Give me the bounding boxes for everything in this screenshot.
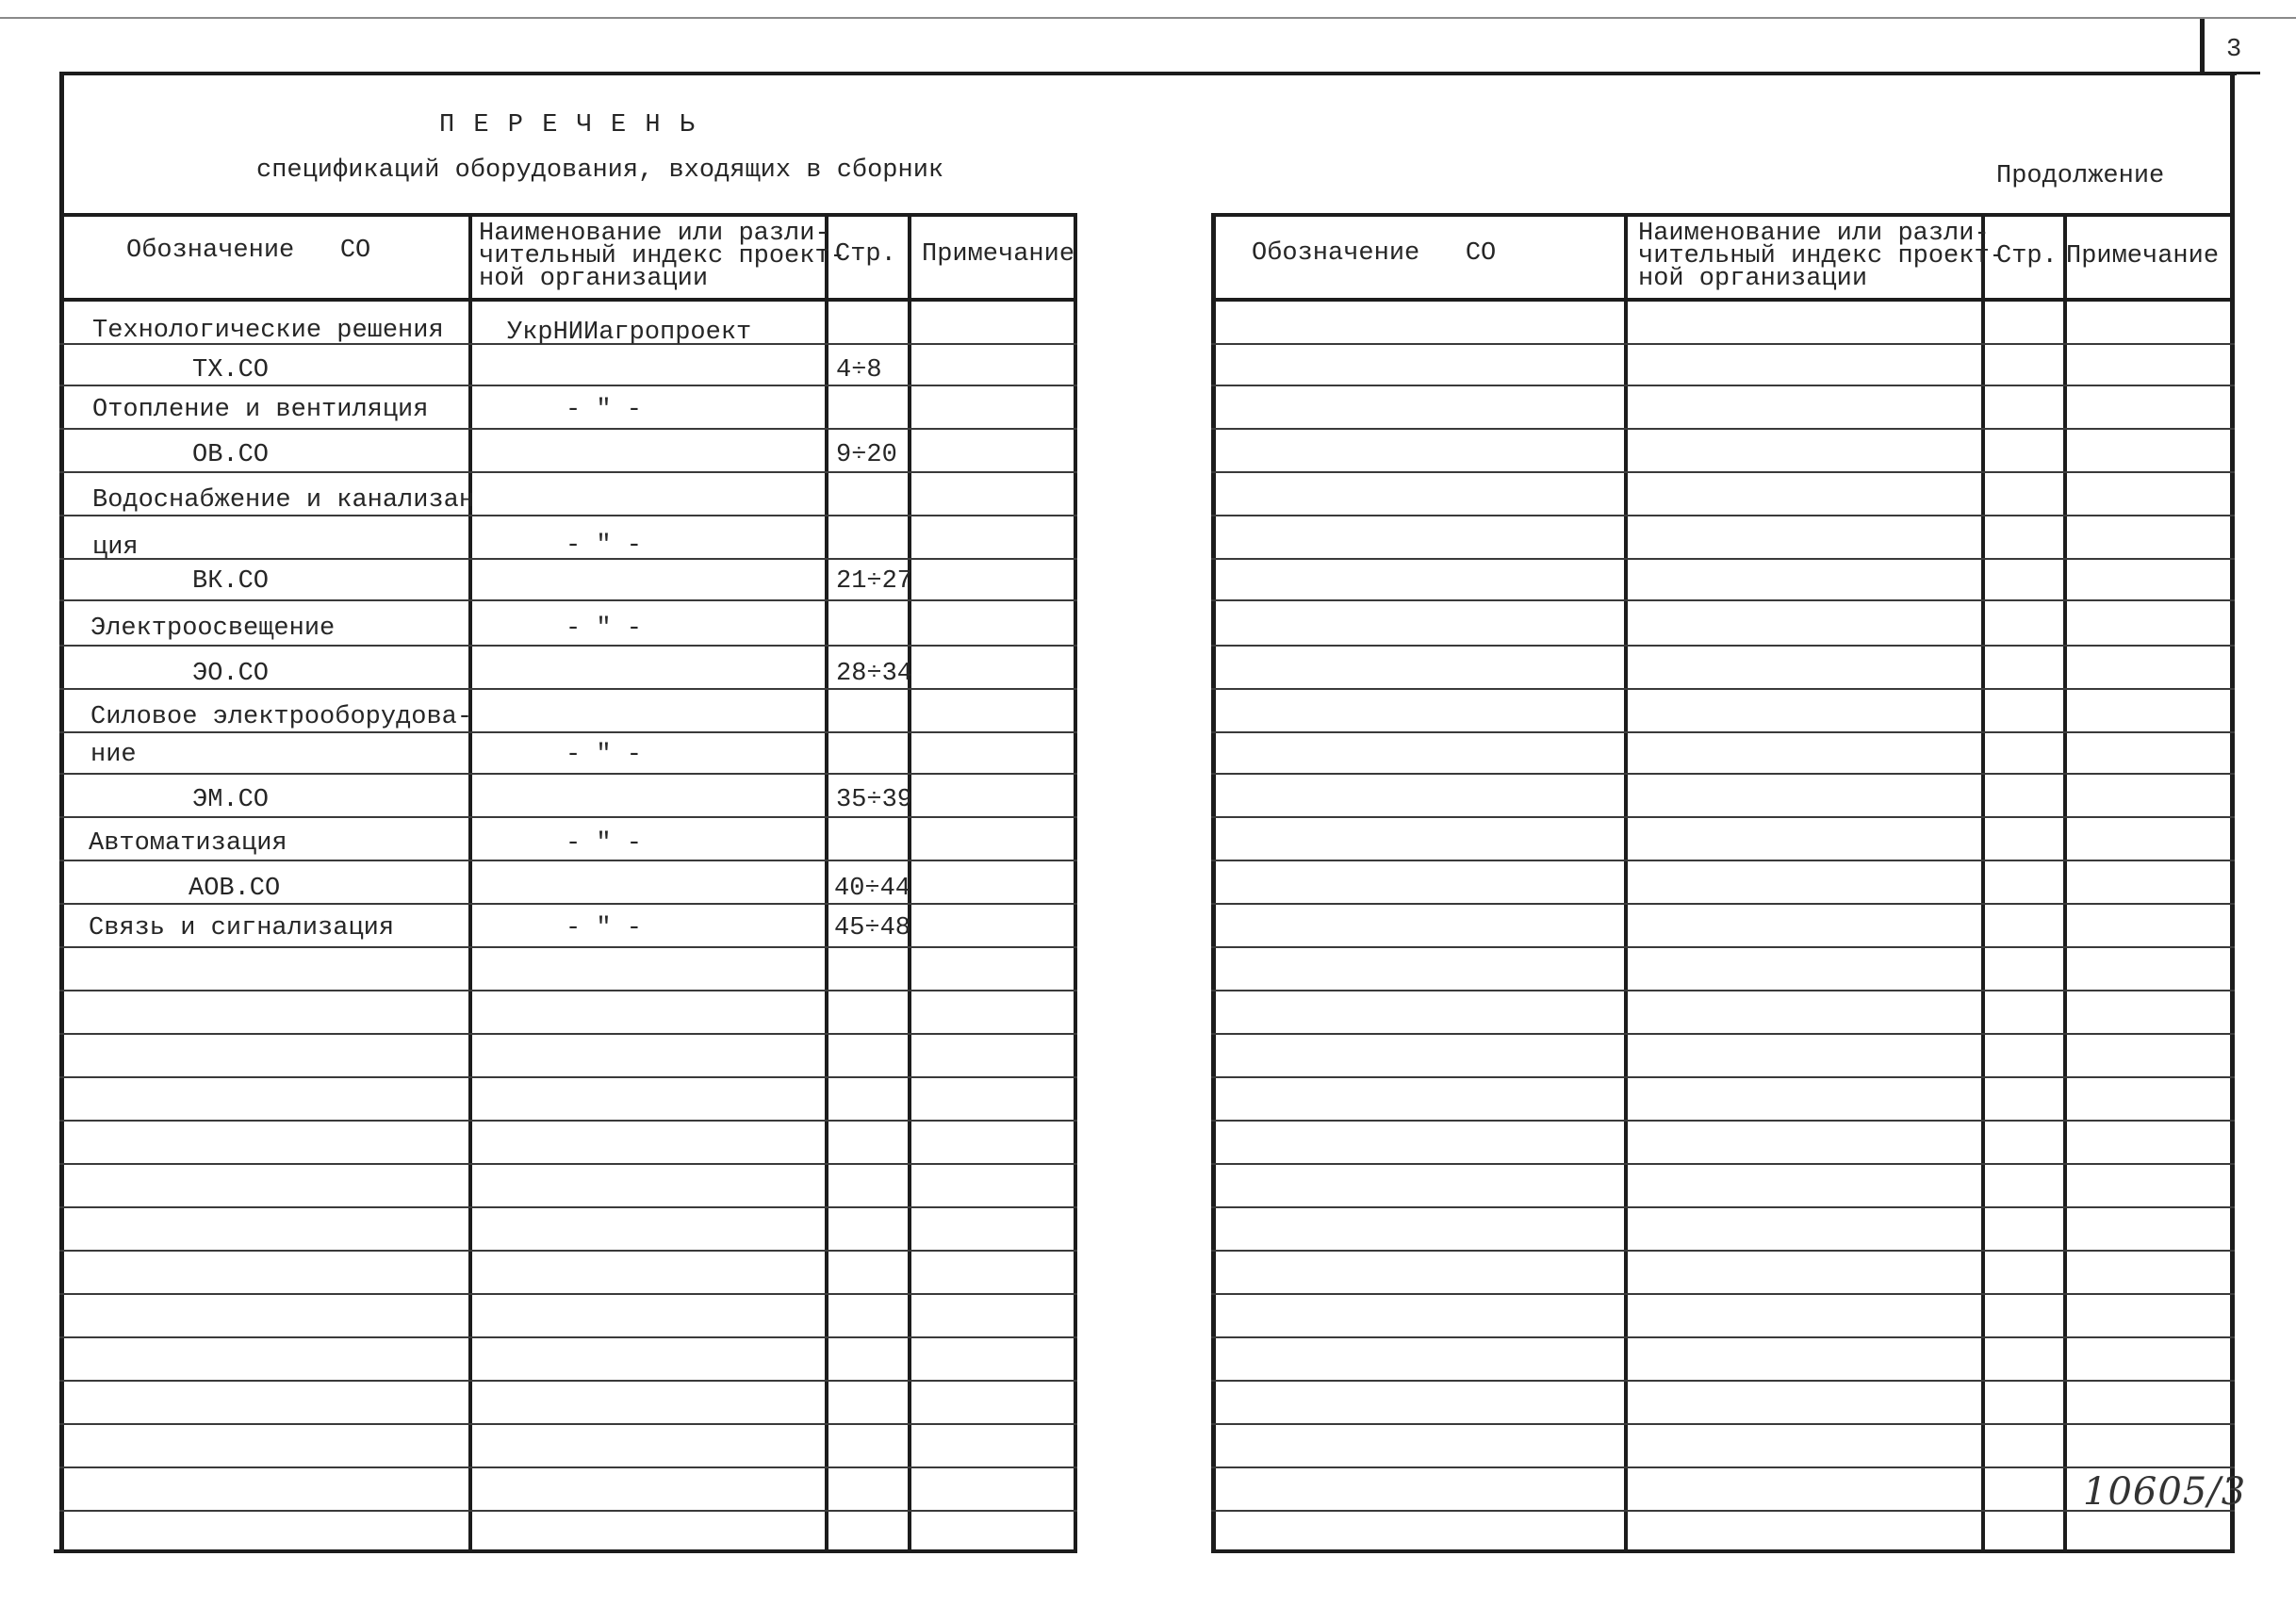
col-header-name: Наименование или разли- чительный индекс проект- ной организации (1638, 220, 2005, 293)
row-rule (1211, 946, 2235, 948)
page-number: 3 (2226, 36, 2242, 64)
row-rule (59, 1206, 1077, 1208)
row-rule (59, 428, 1077, 430)
row-rule (59, 1163, 1077, 1165)
frame-left (59, 72, 64, 1553)
row-designation: Отопление и вентиляция (92, 396, 429, 424)
row-rule (1211, 1336, 2235, 1338)
frame-right (2230, 72, 2235, 1553)
row-designation: АОВ.СО (189, 875, 281, 903)
row-rule (1211, 1423, 2235, 1425)
row-rule (1211, 1510, 2235, 1512)
row-rule (59, 816, 1077, 818)
row-page: 9÷20 (836, 441, 897, 469)
row-rule (1211, 903, 2235, 905)
frame-bottom-right (1211, 1549, 2235, 1553)
row-rule (59, 385, 1077, 386)
row-rule (59, 990, 1077, 991)
row-rule (59, 688, 1077, 690)
row-rule (59, 1033, 1077, 1035)
frame-bottom-left (54, 1549, 1077, 1553)
row-rule (59, 471, 1077, 473)
continuation-label: Продолжение (1996, 162, 2165, 190)
row-rule (1211, 688, 2235, 690)
row-page: 21÷27 (836, 567, 913, 596)
col-header-page: Стр. (835, 240, 896, 269)
row-rule (1211, 599, 2235, 601)
row-designation: Технологические решения (92, 317, 444, 345)
row-rule (1211, 1163, 2235, 1165)
row-page: 4÷8 (836, 356, 882, 385)
col-header-designation: Обозначение СО (126, 237, 371, 265)
row-rule (1211, 1120, 2235, 1122)
page-subtitle: спецификаций оборудования, входящих в сборник (256, 156, 944, 185)
row-rule (59, 946, 1077, 948)
sheet-edge (0, 17, 2296, 19)
row-rule (59, 1336, 1077, 1338)
row-rule (59, 1510, 1077, 1512)
row-rule (1211, 990, 2235, 991)
row-rule (59, 645, 1077, 647)
row-designation: Связь и сигнализация (89, 914, 395, 942)
col-header-page: Стр. (1996, 242, 2058, 270)
row-designation: Силовое электрооборудова- (90, 703, 473, 731)
row-name: - " - (566, 532, 643, 560)
document-code-stamp: 10605/3 (2083, 1470, 2247, 1514)
row-page: 35÷39 (836, 786, 913, 814)
row-rule (1211, 1250, 2235, 1252)
row-designation: Автоматизация (89, 829, 287, 858)
row-name: - " - (566, 614, 643, 643)
row-designation: ция (92, 533, 139, 562)
row-rule (59, 599, 1077, 601)
row-rule (59, 1120, 1077, 1122)
row-name: - " - (566, 741, 643, 769)
col-header-designation: Обозначение СО (1252, 239, 1497, 268)
col-header-note: Примечание (922, 240, 1075, 269)
row-rule (59, 773, 1077, 775)
row-page: 28÷34 (836, 660, 913, 688)
row-rule (59, 1076, 1077, 1078)
row-page: 45÷48 (834, 914, 911, 942)
row-rule (1211, 816, 2235, 818)
row-rule (1211, 1380, 2235, 1382)
row-rule (1211, 1076, 2235, 1078)
row-rule (59, 731, 1077, 733)
row-page: 40÷44 (834, 875, 911, 903)
row-rule (59, 1250, 1077, 1252)
row-name: - " - (566, 914, 643, 942)
row-designation: Водоснабжение и канализан (92, 486, 475, 515)
row-rule (1211, 1466, 2235, 1468)
row-rule (59, 1380, 1077, 1382)
row-rule (59, 903, 1077, 905)
row-rule (1211, 731, 2235, 733)
row-rule (1211, 1206, 2235, 1208)
row-rule (1211, 645, 2235, 647)
row-designation: ОВ.СО (192, 441, 270, 469)
row-rule (59, 1423, 1077, 1425)
row-rule (59, 860, 1077, 861)
row-rule (1211, 773, 2235, 775)
row-name: - " - (566, 829, 643, 858)
row-rule (1211, 343, 2235, 345)
frame-top (59, 72, 2237, 75)
row-designation: ЭО.СО (192, 660, 270, 688)
row-rule (1211, 1293, 2235, 1295)
row-rule (59, 515, 1077, 516)
row-rule (1211, 1033, 2235, 1035)
row-designation: ЭМ.СО (192, 786, 270, 814)
row-rule (1211, 558, 2235, 560)
row-rule (1211, 860, 2235, 861)
col-header-name: Наименование или разли- чительный индекс проект- ной организации (479, 220, 845, 293)
col-header-note: Примечание (2066, 242, 2220, 270)
row-rule (1211, 471, 2235, 473)
row-name: - " - (566, 396, 643, 424)
row-designation: ТХ.СО (192, 356, 270, 385)
row-name: УкрНИИагропроект (507, 319, 752, 347)
row-designation: ние (90, 741, 137, 769)
row-rule (1211, 515, 2235, 516)
row-rule (59, 1466, 1077, 1468)
row-designation: Электроосвещение (90, 614, 336, 643)
row-rule (1211, 385, 2235, 386)
page-number-box-left (2200, 17, 2205, 74)
row-designation: ВК.СО (192, 567, 270, 596)
row-rule (59, 1293, 1077, 1295)
row-rule (1211, 428, 2235, 430)
page-title: П Е Р Е Ч Е Н Ь (439, 111, 697, 139)
